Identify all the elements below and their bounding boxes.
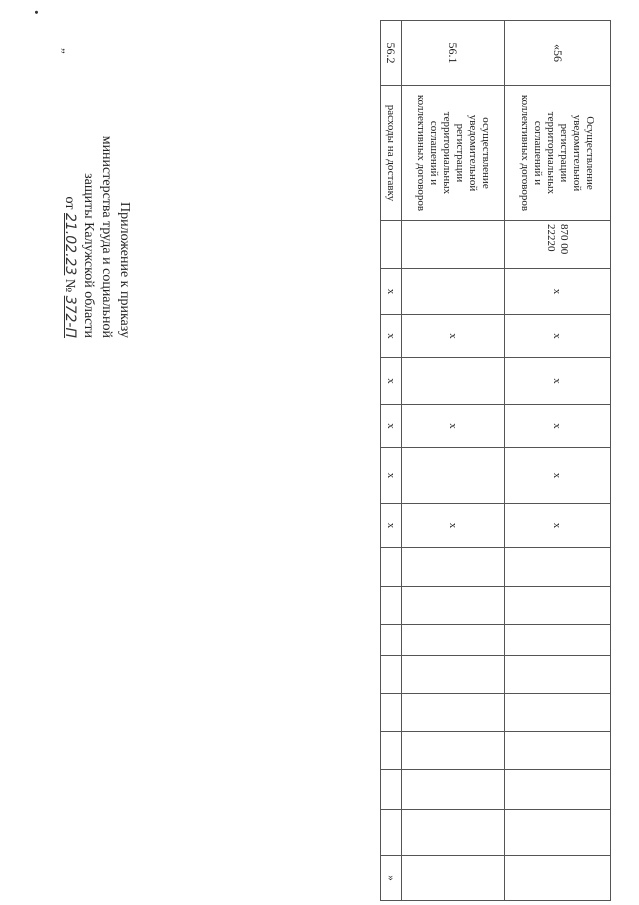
date-prefix: от: [62, 196, 77, 210]
value-cell: х: [505, 269, 611, 315]
header-line-3: защиты Калужской области: [81, 173, 96, 338]
value-cell: [402, 656, 505, 694]
value-cell: [402, 587, 505, 625]
value-cell: [402, 810, 505, 856]
value-cell: [381, 770, 402, 810]
value-cell: [381, 548, 402, 587]
value-cell: [402, 358, 505, 405]
header-line-1: Приложение к приказу: [117, 202, 132, 338]
value-cell: [505, 810, 611, 856]
value-cell: [505, 625, 611, 656]
value-cell: [402, 548, 505, 587]
number-prefix: №: [62, 278, 77, 293]
value-cell: [381, 587, 402, 625]
value-cell: х: [505, 448, 611, 504]
value-cell: [505, 694, 611, 732]
handwritten-order-number: 372-П: [62, 295, 78, 338]
value-cell: х: [381, 358, 402, 405]
value-cell: [381, 694, 402, 732]
value-cell: х: [505, 315, 611, 358]
row-number: «56: [505, 21, 611, 86]
row-code: 870 00 22220: [505, 221, 611, 269]
value-cell: х: [505, 358, 611, 405]
value-cell: х: [402, 315, 505, 358]
budget-table: [380, 20, 611, 901]
value-cell: [402, 625, 505, 656]
scan-speck: ”: [53, 48, 68, 54]
row-name: расходы на доставку: [381, 86, 402, 221]
handwritten-date: 21.02.23: [62, 212, 78, 276]
row-number: 56.1: [402, 21, 505, 86]
value-cell: »: [381, 856, 402, 901]
order-appendix-header: [60, 38, 133, 338]
value-cell: х: [402, 405, 505, 448]
table-row: [381, 21, 402, 901]
header-date-line: [60, 38, 79, 338]
row-name: Осуществление уведомительной регистрации территориальных соглашений и коллективных договоров: [505, 86, 611, 221]
row-code: [381, 221, 402, 269]
value-cell: [505, 656, 611, 694]
value-cell: [402, 269, 505, 315]
value-cell: [505, 548, 611, 587]
header-line-2: министерства труда и социальной: [99, 135, 114, 338]
value-cell: [505, 770, 611, 810]
value-cell: х: [381, 448, 402, 504]
value-cell: х: [381, 269, 402, 315]
value-cell: х: [381, 405, 402, 448]
value-cell: [505, 732, 611, 770]
scan-speck: •: [29, 10, 44, 15]
value-cell: [381, 625, 402, 656]
value-cell: [381, 810, 402, 856]
value-cell: х: [505, 504, 611, 548]
value-cell: [402, 448, 505, 504]
value-cell: [402, 856, 505, 901]
value-cell: х: [402, 504, 505, 548]
value-cell: [505, 587, 611, 625]
value-cell: [402, 770, 505, 810]
table-row: [402, 21, 505, 901]
value-cell: [381, 732, 402, 770]
value-cell: [505, 856, 611, 901]
value-cell: х: [505, 405, 611, 448]
value-cell: х: [381, 315, 402, 358]
table-row: [505, 21, 611, 901]
value-cell: [402, 732, 505, 770]
row-code: [402, 221, 505, 269]
value-cell: х: [381, 504, 402, 548]
row-name: осуществление уведомительной регистрации территориальных соглашений и коллективных договоров: [402, 86, 505, 221]
value-cell: [381, 656, 402, 694]
row-number: 56.2: [381, 21, 402, 86]
value-cell: [402, 694, 505, 732]
